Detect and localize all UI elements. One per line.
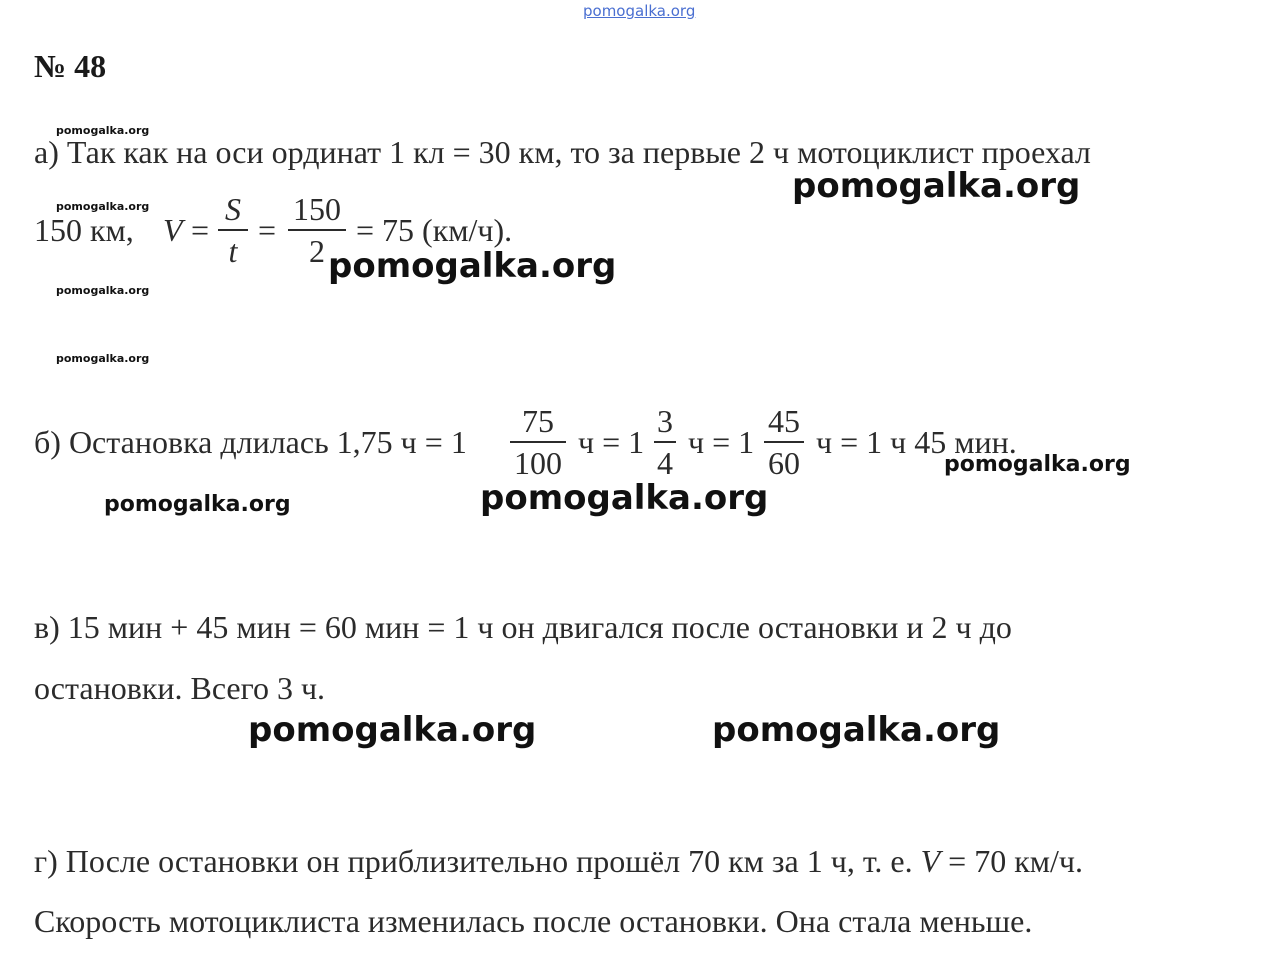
small-watermark: pomogalka.org — [56, 284, 150, 297]
part-a-v-symbol: V — [163, 212, 183, 248]
fraction-bar — [218, 229, 248, 231]
problem-title: № 48 — [34, 48, 107, 84]
fraction-s-over-t — [218, 193, 248, 267]
fraction-numerator: 150 — [293, 191, 341, 227]
fraction-denominator: 2 — [309, 233, 325, 269]
mid-watermark: pomogalka.org — [104, 492, 291, 517]
part-a-line1: а) Так как на оси ординат 1 кл = 30 км, то за первые 2 ч мотоциклист проехал — [34, 134, 1091, 170]
small-watermark: pomogalka.org — [56, 124, 150, 137]
fraction-bar — [288, 229, 346, 231]
big-watermark: pomogalka.org — [712, 710, 1001, 750]
part-a-result: = 75 (км/ч). — [356, 212, 513, 248]
fraction-45-over-60 — [764, 405, 804, 479]
small-watermark: pomogalka.org — [56, 200, 150, 213]
fraction-denominator: 100 — [514, 445, 562, 481]
part-a-prefix: 150 км, — [34, 212, 134, 248]
fraction-numerator: 3 — [657, 403, 673, 439]
fraction-denominator: t — [228, 233, 238, 269]
part-a-eq1: = — [191, 212, 210, 248]
small-watermark: pomogalka.org — [56, 352, 150, 365]
part-c-line2: остановки. Всего 3 ч. — [34, 670, 326, 706]
big-watermark: pomogalka.org — [792, 166, 1081, 206]
part-b-prefix: б) Остановка длилась 1,75 ч = 1 — [34, 424, 467, 460]
part-d-line1 — [34, 845, 1083, 877]
fraction-bar — [510, 441, 566, 443]
part-d-v-symbol: V — [920, 843, 941, 879]
part-b-mid2: ч = 1 — [688, 424, 755, 460]
fraction-bar — [764, 441, 804, 443]
part-a-eq2: = — [258, 212, 277, 248]
fraction-numerator: 75 — [522, 403, 554, 439]
part-d-line2: Скорость мотоциклиста изменилась после остановки. Она стала меньше. — [34, 903, 1033, 939]
part-b-mid1: ч = 1 — [578, 424, 645, 460]
big-watermark: pomogalka.org — [248, 710, 537, 750]
fraction-bar — [654, 441, 676, 443]
fraction-3-over-4 — [654, 405, 676, 479]
part-d-line1-suffix: = 70 км/ч. — [948, 843, 1083, 879]
part-b-result: ч = 1 ч 45 мин. — [816, 424, 1017, 460]
big-watermark: pomogalka.org — [328, 246, 617, 286]
part-c-line1: в) 15 мин + 45 мин = 60 мин = 1 ч он двигался после остановки и 2 ч до — [34, 609, 1012, 645]
fraction-denominator: 60 — [768, 445, 800, 481]
fraction-numerator: S — [225, 191, 241, 227]
fraction-denominator: 4 — [657, 445, 673, 481]
part-d-line1-prefix: г) После остановки он приблизительно прошёл 70 км за 1 ч, т. е. — [34, 843, 913, 879]
fraction-numerator: 45 — [768, 403, 800, 439]
fraction-75-over-100 — [510, 405, 566, 479]
top-watermark-link[interactable]: pomogalka.org — [583, 2, 696, 20]
mid-watermark: pomogalka.org — [944, 452, 1131, 477]
big-watermark: pomogalka.org — [480, 478, 769, 518]
